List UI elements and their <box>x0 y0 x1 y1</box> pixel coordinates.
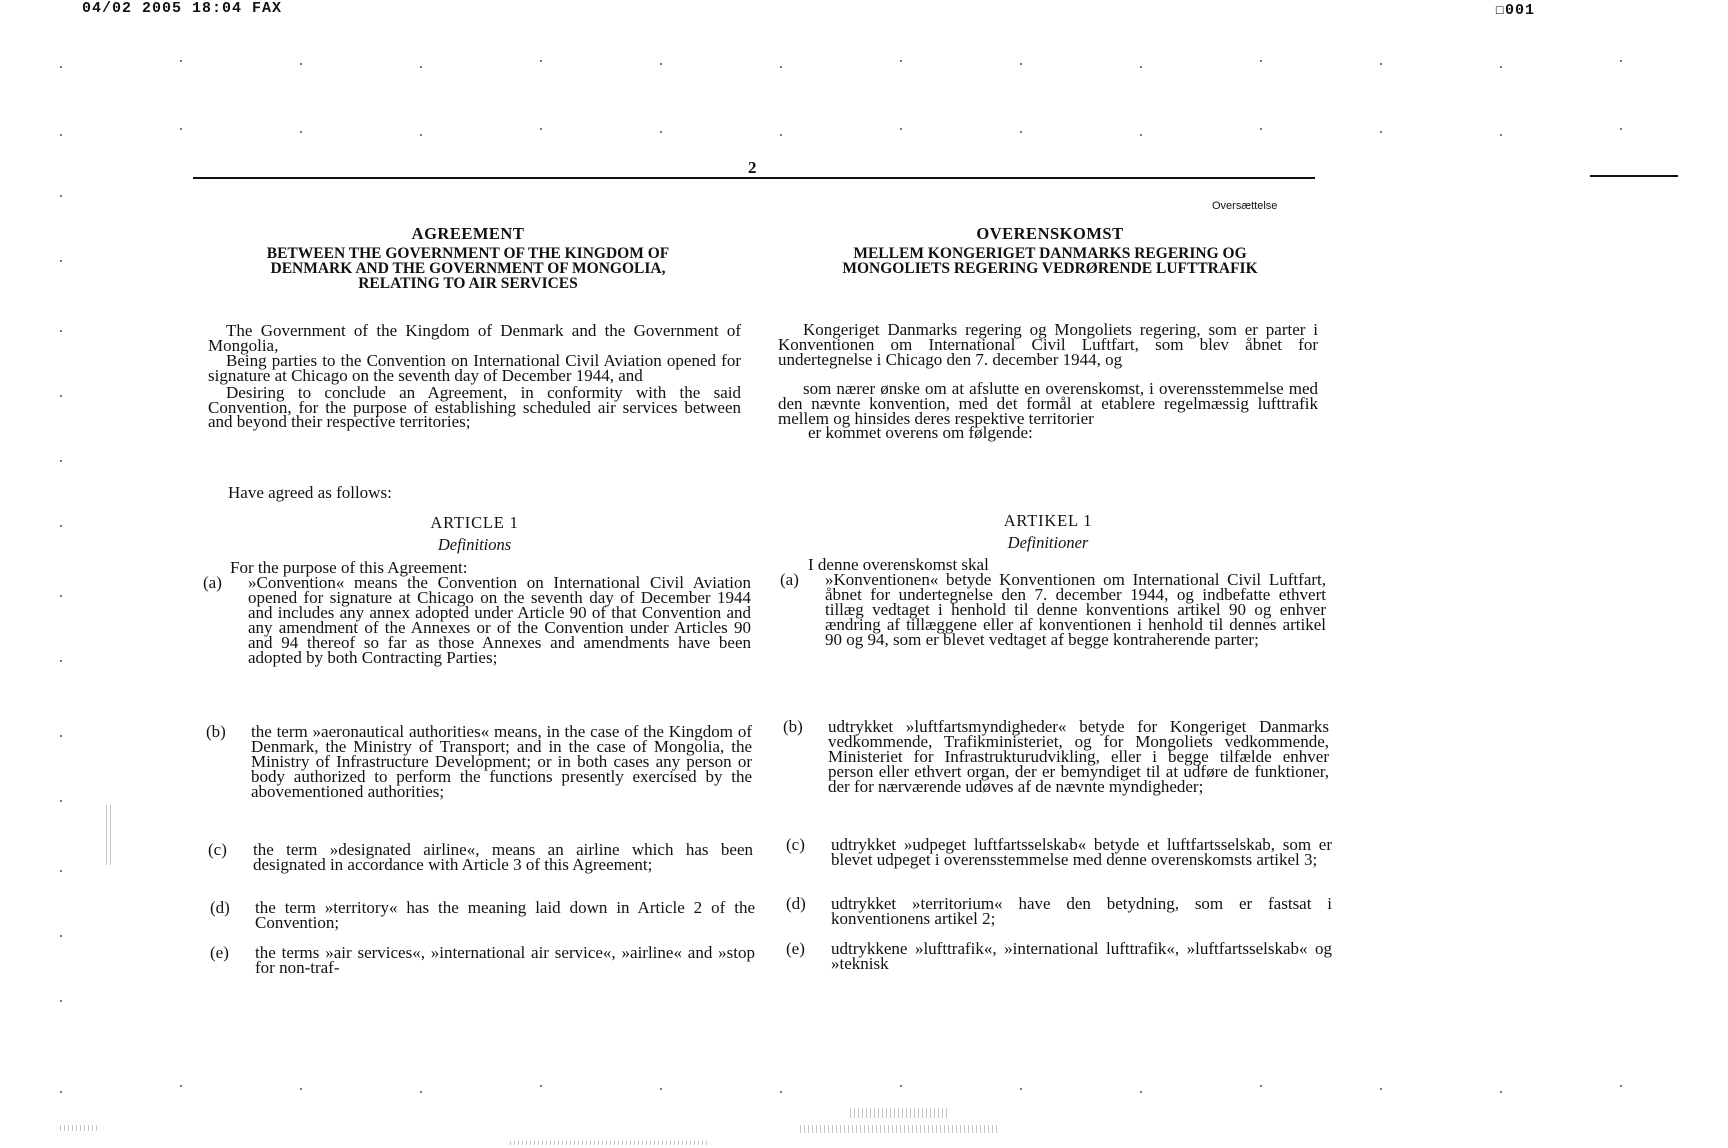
noise-dot <box>1620 1085 1622 1087</box>
noise-dot <box>300 131 302 133</box>
noise-dot <box>1380 131 1382 133</box>
noise-dot <box>60 1000 62 1002</box>
item-label: (e) <box>210 943 229 962</box>
item-label: (d) <box>786 894 806 913</box>
noise-dot <box>60 800 62 802</box>
noise-dot <box>180 60 182 62</box>
noise-dot <box>60 660 62 662</box>
english-article-number: ARTICLE 1 <box>430 513 519 532</box>
item-label: (b) <box>783 717 803 736</box>
right-page-lower <box>1588 592 1688 982</box>
noise-dot <box>1380 63 1382 65</box>
noise-dot <box>60 195 62 197</box>
noise-dot <box>660 1088 662 1090</box>
item-text: »Convention« means the Convention on International Civil Aviation opened for signature at Chicago on the seventh day of December 1944 and includes any annex adopted under Article 90 of that Convention and any amendment of the Annexes or of the Convention under Articles 90 and 94 thereof so far as those Annexes and amendments have been adopted by both Contracting Parties; <box>248 573 751 667</box>
item-label: (d) <box>210 898 230 917</box>
noise-dot <box>780 66 782 68</box>
noise-dot <box>1140 66 1142 68</box>
noise-dot <box>1500 66 1502 68</box>
english-para-1: The Government of the Kingdom of Denmark and the Government of Mongolia, <box>208 321 741 355</box>
noise-dot <box>60 525 62 527</box>
noise-dot <box>900 1085 902 1087</box>
noise-dot <box>540 1085 542 1087</box>
noise-dot <box>900 60 902 62</box>
noise-dot <box>60 395 62 397</box>
english-para-4: Have agreed as follows: <box>228 483 392 502</box>
noise-dot <box>540 60 542 62</box>
noise-dot <box>60 735 62 737</box>
noise-dot <box>1020 1088 1022 1090</box>
noise-dot <box>1620 128 1622 130</box>
noise-dot <box>60 595 62 597</box>
noise-dot <box>420 66 422 68</box>
noise-dot <box>1260 60 1262 62</box>
noise-dot <box>1620 60 1622 62</box>
danish-para-2: som nærer ønske om at afslutte en overenskomst, i overensstemmelse med den nævnte konvention, med det formål at etablere regelmæssig lufttrafik mellem og hinsides deres respektive territorier <box>778 378 1318 428</box>
noise-dot <box>420 134 422 136</box>
item-text: the term »territory« has the meaning laid down in Article 2 of the Convention; <box>255 898 755 932</box>
noise-dot <box>660 131 662 133</box>
english-article-title: Definitions <box>437 535 512 554</box>
danish-para-3: er kommet overens om følgende: <box>808 423 1033 443</box>
noise-dot <box>60 870 62 872</box>
noise-dot <box>540 128 542 130</box>
noise-dot <box>1500 1091 1502 1093</box>
noise-dot <box>1500 134 1502 136</box>
item-text: udtrykket »udpeget luftfartsselskab« betyde et luftfartsselskab, som er blevet udpeget i overensstemmelse med denne overenskomsts artikel 3; <box>831 835 1332 869</box>
scan-smudge <box>106 805 112 865</box>
noise-dot <box>60 66 62 68</box>
noise-dot <box>60 460 62 462</box>
item-label: (a) <box>203 573 222 592</box>
english-heading <box>208 226 728 291</box>
top-rule <box>193 177 1315 179</box>
english-preamble <box>208 321 741 432</box>
danish-para-1: Kongeriget Danmarks regering og Mongoliets regering, som er parter i Konventionen om International Civil Luftfart, som blev åbnet for undertegnelse i Chicago den 7. december 1944, og <box>778 320 1318 369</box>
noise-dot <box>1140 134 1142 136</box>
noise-dot <box>1260 1085 1262 1087</box>
noise-dot <box>660 63 662 65</box>
right-page-rule <box>1590 175 1678 177</box>
noise-dot <box>1260 128 1262 130</box>
item-label: (a) <box>780 570 799 589</box>
item-text: the term »designated airline«, means an airline which has been designated in accordance with Article 3 of this Agreement; <box>253 840 753 874</box>
item-label: (c) <box>208 840 227 859</box>
danish-heading <box>780 226 1320 276</box>
noise-dot <box>1140 1091 1142 1093</box>
noise-dot <box>60 935 62 937</box>
fax-page-number: ☐001 <box>1495 2 1536 19</box>
noise-dot <box>780 134 782 136</box>
fax-timestamp: 04/02 2005 18:04 FAX <box>82 0 283 17</box>
item-label: (b) <box>206 722 226 741</box>
noise-dot <box>1020 131 1022 133</box>
english-heading-sub: BETWEEN THE GOVERNMENT OF THE KINGDOM OF DENMARK AND THE GOVERNMENT OF MONGOLIA, RELATING TO AIR SERVICES <box>266 245 670 292</box>
noise-dot <box>300 63 302 65</box>
english-heading-main: AGREEMENT <box>411 224 525 243</box>
item-text: udtrykket »territorium« have den betydning, som er fastsat i konventionens artikel 2; <box>831 894 1332 928</box>
item-label: (c) <box>786 835 805 854</box>
right-page-upper <box>1588 199 1688 539</box>
scan-smudge <box>510 1141 710 1145</box>
noise-dot <box>900 128 902 130</box>
page-number: 2 <box>748 158 757 177</box>
noise-dot <box>60 260 62 262</box>
noise-dot <box>420 1091 422 1093</box>
danish-heading-main: OVERENSKOMST <box>976 224 1124 243</box>
danish-preamble <box>778 320 1318 443</box>
noise-dot <box>300 1088 302 1090</box>
danish-article-title: Definitioner <box>1007 533 1089 552</box>
item-text: udtrykket »luftfartsmyndigheder« betyde for Kongeriget Danmarks vedkommende, Trafikministeriet, og for Mongoliets vedkommende, Ministeriet for Infrastrukturudvikling, eller i begge tilfælde enhver person eller ethvert organ, der er bemyndiget til at udføre de funktioner, der for nærværende udøves af de nævnte myndigheder; <box>828 717 1329 796</box>
noise-dot <box>780 1091 782 1093</box>
noise-dot <box>60 1091 62 1093</box>
item-text: »Konventionen« betyde Konventionen om International Civil Luftfart, åbnet for undertegnelse den 7. december 1944, og indbefatte ethvert tillæg vedtaget i henhold til denne konventions artikel 90 og enhver ændring af tillæggene eller af konventionen i henhold til dennes artikel 90 og 94, som er blevet vedtaget af begge kontraherende parter; <box>825 570 1326 649</box>
item-text: udtrykkene »lufttrafik«, »international lufttrafik«, »luftfartsselskab« og »teknisk <box>831 939 1332 973</box>
item-label: (e) <box>786 939 805 958</box>
item-text: the term »aeronautical authorities« means, in the case of the Kingdom of Denmark, the Ministry of Transport; and in the case of Mongolia, the Ministry of Infrastructure Development; or in both cases any person or body authorized to perform the functions presently exercised by the abovementioned authorities; <box>251 722 752 801</box>
noise-dot <box>1020 63 1022 65</box>
english-para-2: Being parties to the Convention on International Civil Aviation opened for signature at Chicago on the seventh day of December 1944, and <box>208 350 741 385</box>
danish-intro: I denne overenskomst skal <box>808 555 989 574</box>
english-intro: For the purpose of this Agreement: <box>230 558 468 577</box>
english-para-3: Desiring to conclude an Agreement, in conformity with the said Convention, for the purpose of establishing scheduled air services between and beyond their respective territories; <box>208 382 741 432</box>
danish-heading-sub: MELLEM KONGERIGET DANMARKS REGERING OG MONGOLIETS REGERING VEDRØRENDE LUFTTRAFIK <box>842 245 1258 277</box>
noise-dot <box>180 1085 182 1087</box>
scan-smudge <box>800 1125 1000 1133</box>
scan-smudge <box>850 1108 950 1118</box>
scan-smudge <box>60 1125 100 1131</box>
noise-dot <box>60 330 62 332</box>
item-text: the terms »air services«, »international air service«, »airline« and »stop for non-traf- <box>255 943 755 977</box>
noise-dot <box>180 128 182 130</box>
noise-dot <box>1380 1088 1382 1090</box>
danish-article-number: ARTIKEL 1 <box>1003 511 1093 530</box>
translation-label: Oversættelse <box>1212 200 1278 212</box>
noise-dot <box>60 134 62 136</box>
